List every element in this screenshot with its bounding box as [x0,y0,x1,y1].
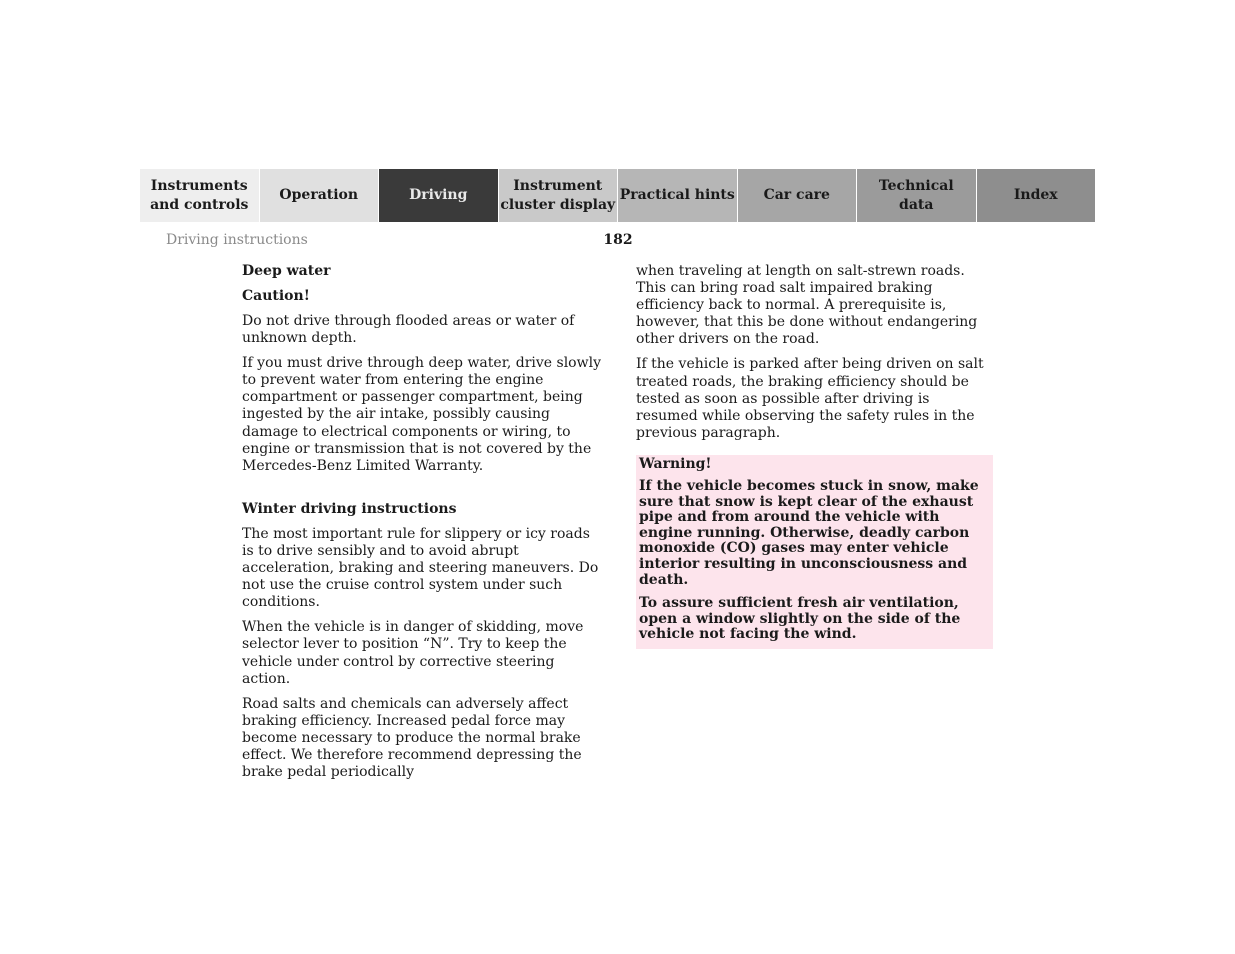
paragraph: The most important rule for slippery or icy roads is to drive sensibly and to avoid abrupt acceleration, braking and steering maneuvers. Do not use the cruise control system under such conditions. [242,525,599,611]
tab-label: Operation [279,187,359,203]
tab-index[interactable] [977,169,1096,222]
tab-label: Instruments and controls [150,177,249,213]
tab-label: Practical hints [619,187,735,203]
warning-paragraph: To assure sufficient fresh air ventilation, open a window slightly on the side of the vehicle not facing the wind. [639,595,961,643]
tab-instrument-cluster-display[interactable] [499,169,619,222]
winter-driving-heading: Winter driving instructions [242,500,457,517]
tab-label: Index [1013,187,1058,203]
tab-car-care[interactable] [738,169,858,222]
tab-label: Car care [763,187,830,203]
paragraph: If you must drive through deep water, drive slowly to prevent water from entering the engine compartment or passenger compartment, being ingested by the air intake, possibly causing damage to electrical components or wiring, to engine or transmission that is not covered by the Mercedes-Benz Limited Warranty. [242,355,601,474]
left-column [242,263,602,789]
paragraph: Do not drive through flooded areas or water of unknown depth. [242,313,575,347]
deep-water-heading: Deep water [242,263,331,279]
page-number: 182 [603,232,633,248]
tab-technical-data[interactable] [857,169,977,222]
warning-paragraph: If the vehicle becomes stuck in snow, make sure that snow is kept clear of the exhaust pipe and from around the vehicle with engine running. Otherwise, deadly carbon monoxide (CO) gases may enter vehicle interior resulting in unconsciousness and death. [639,477,979,588]
paragraph: Road salts and chemicals can adversely affect braking efficiency. Increased pedal force may become necessary to produce the normal brake effect. We therefore recommend depressing the brake pedal periodically [242,695,582,781]
tab-operation[interactable] [260,169,380,222]
tab-label: Technical data [878,177,954,213]
paragraph: If the vehicle is parked after being driven on salt treated roads, the braking efficiency should be tested as soon as possible after driving is resumed while observing the safety rules in the previous paragraph. [636,356,984,441]
warning-box [636,455,993,649]
section-tab-bar [140,169,1095,222]
paragraph: when traveling at length on salt-strewn roads. This can bring road salt impaired braking efficiency back to normal. A prerequisite is, however, that this be done without endangering other drivers on the road. [636,263,978,348]
tab-practical-hints[interactable] [618,169,738,222]
tab-driving[interactable] [379,169,499,222]
caution-heading: Caution! [242,288,310,304]
right-column [636,263,993,649]
section-title: Driving instructions [166,232,308,248]
warning-title: Warning! [639,455,712,472]
tab-label: Driving [409,187,468,203]
tab-instruments-and-controls[interactable] [140,169,260,222]
tab-label: Instrument cluster display [500,177,616,213]
paragraph: When the vehicle is in danger of skidding, move selector lever to position “N”. Try to keep the vehicle under control by corrective steering action. [242,619,584,687]
